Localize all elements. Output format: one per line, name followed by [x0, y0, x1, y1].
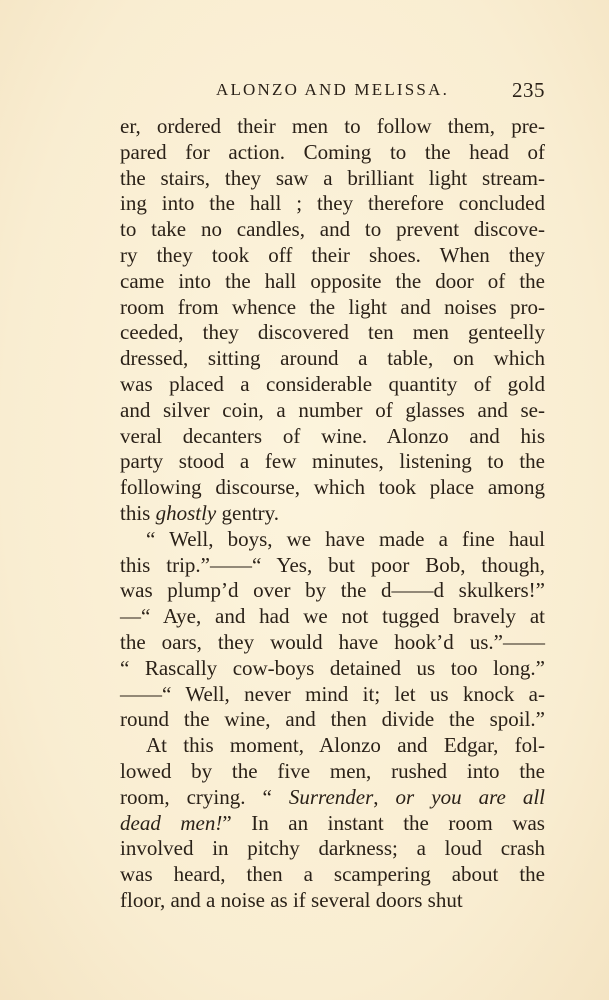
- text-segment: “ Well, boys, we have made a fine haul: [146, 526, 545, 551]
- text-segment: gentry.: [216, 500, 280, 525]
- text-segment: floor, and a noise as if several doors shut: [120, 887, 463, 912]
- text-line: [120, 836, 545, 862]
- text-segment: lowed by the five men, rushed into the: [120, 758, 545, 783]
- text-line: [120, 578, 545, 604]
- text-segment: following discourse, which took place among: [120, 475, 545, 500]
- italic-text-segment: dead men!: [120, 810, 223, 835]
- text-segment: ,: [373, 784, 396, 809]
- text-line: [120, 553, 545, 579]
- text-line: [120, 811, 545, 837]
- text-segment: this: [120, 500, 156, 525]
- text-segment: veral decanters of wine. Alonzo and his: [120, 423, 545, 448]
- text-line: [120, 785, 545, 811]
- text-segment: ” In an instant the room was: [222, 810, 545, 835]
- text-line: [120, 295, 545, 321]
- text-segment: ry they took off their shoes. When they: [120, 242, 545, 267]
- text-segment: er, ordered their men to follow them, pre-: [120, 114, 545, 138]
- text-segment: the oars, they would have hook’d us.”——: [120, 629, 545, 654]
- text-segment: round the wine, and then divide the spoil.”: [120, 707, 545, 732]
- text-segment: to take no candles, and to prevent discove-: [120, 217, 545, 242]
- text-segment: ——“ Well, never mind it; let us knock a-: [120, 681, 545, 706]
- body-text: [120, 114, 545, 914]
- text-segment: “ Rascally cow-boys detained us too long.”: [120, 655, 545, 680]
- text-segment: was placed a considerable quantity of gold: [120, 371, 545, 396]
- text-line: [120, 759, 545, 785]
- text-segment: the stairs, they saw a brilliant light stream-: [120, 165, 545, 190]
- text-line: [120, 707, 545, 733]
- text-segment: this trip.”——“ Yes, but poor Bob, though,: [120, 552, 545, 577]
- text-line: [120, 475, 545, 501]
- text-segment: room from whence the light and noises pro-: [120, 294, 545, 319]
- text-line: [120, 166, 545, 192]
- text-segment: involved in pitchy darkness; a loud crash: [120, 836, 545, 861]
- text-line: [120, 501, 545, 527]
- text-line: [120, 243, 545, 269]
- text-line: [120, 398, 545, 424]
- text-line: [120, 888, 545, 914]
- text-line: [120, 630, 545, 656]
- text-segment: pared for action. Coming to the head of: [120, 139, 545, 164]
- text-line: [120, 733, 545, 759]
- text-line: [120, 656, 545, 682]
- text-line: [120, 320, 545, 346]
- italic-text-segment: Surrender: [288, 784, 374, 809]
- text-segment: room, crying. “: [120, 784, 289, 809]
- text-line: [120, 424, 545, 450]
- text-line: [120, 372, 545, 398]
- text-segment: was plump’d over by the d——d skulkers!”: [120, 578, 545, 603]
- text-segment: ing into the hall ; they therefore concluded: [120, 191, 545, 216]
- text-segment: was heard, then a scampering about the: [120, 862, 545, 887]
- text-line: [120, 191, 545, 217]
- text-segment: dressed, sitting around a table, on which: [120, 346, 545, 371]
- running-title: ALONZO AND MELISSA.: [215, 80, 450, 99]
- page-number: 235: [512, 78, 545, 102]
- italic-text-segment: or you are all: [395, 784, 545, 809]
- text-line: [120, 346, 545, 372]
- text-segment: —“ Aye, and had we not tugged bravely at: [120, 604, 545, 629]
- text-line: [120, 604, 545, 630]
- text-line: [120, 527, 545, 553]
- text-line: [120, 862, 545, 888]
- text-line: [120, 140, 545, 166]
- text-line: [120, 682, 545, 708]
- text-line: [120, 449, 545, 475]
- running-head: [120, 78, 545, 104]
- text-line: [120, 269, 545, 295]
- text-segment: ceeded, they discovered ten men genteelly: [120, 320, 545, 345]
- text-segment: and silver coin, a number of glasses and se-: [120, 397, 545, 422]
- text-line: [120, 114, 545, 140]
- italic-text-segment: ghostly: [155, 500, 217, 525]
- text-segment: At this moment, Alonzo and Edgar, fol-: [146, 733, 545, 758]
- text-segment: came into the hall opposite the door of the: [120, 268, 545, 293]
- text-line: [120, 217, 545, 243]
- text-segment: party stood a few minutes, listening to the: [120, 449, 545, 474]
